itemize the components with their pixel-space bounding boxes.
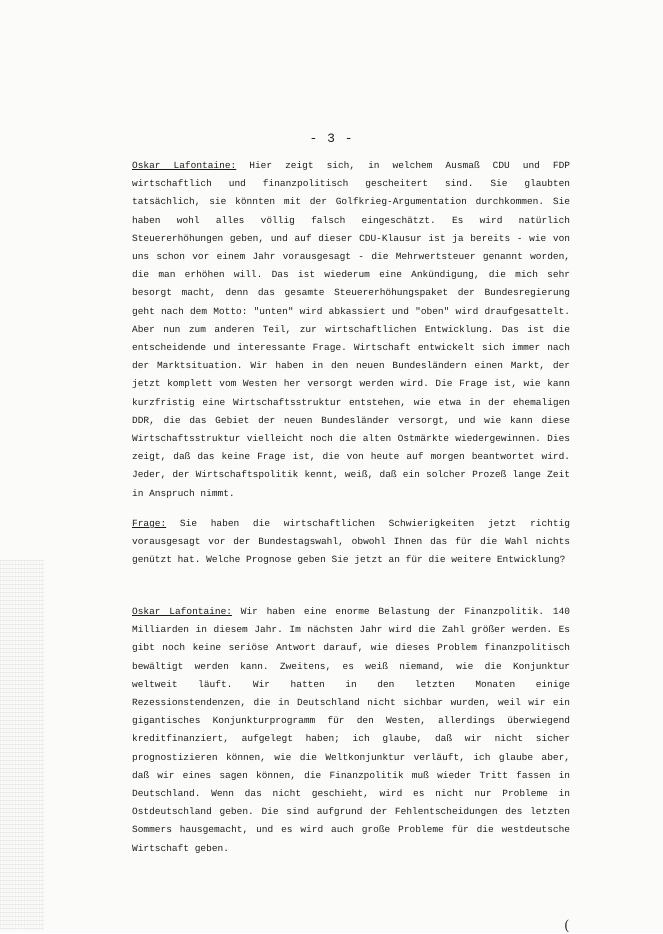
paragraph-text: Wir haben eine enorme Belastung der Finanzpolitik. 140 Milliarden in diesem Jahr. Im nächsten Jahr wird die Zahl größer werden. Es gibt noch keine seriöse Antwort darauf, wie dieses Problem finanzpolitisch bewältigt werden kann. Zweitens, es weiß niemand, wie die Konjunktur weltweit läuft. Wir hatten in den letzten Monaten einige Rezessionstendenzen, die in Deutschland nicht sichbar wurden, weil wir ein gigantisches Konjunkturprogramm für den Westen, allerdings überwiegend kreditfinanziert, aufgelegt haben; ich glaube, daß wir nicht sicher prognostizieren können, wie die Weltkonjunktur verläuft, ich glaube aber, daß wir eines sagen können, die Finanzpolitik muß wieder Tritt fassen in Deutschland. Wenn das nicht geschieht, wird es nicht nur Probleme in Ostdeutschland geben. Die sind aufgrund der Fehlentscheidungen des letzten Sommers hausgemacht, und es wird auch große Probleme für die westdeutsche Wirtschaft geben. [132,606,570,854]
speaker-label: Frage: [132,518,167,529]
speaker-label: Oskar Lafontaine: [132,606,232,617]
scan-mark: ( [564,918,570,934]
paragraph-text: Hier zeigt sich, in welchem Ausmaß CDU und FDP wirtschaftlich und finanzpolitisch gescheitert sind. Sie glaubten tatsächlich, sie könnten mit der Golfkrieg-Argumentation durchkommen. Sie haben wohl alles völlig falsch eingeschätzt. Es wird natürlich Steuererhöhungen geben, und auf dieser CDU-Klausur ist ja bereits - wie von uns schon vor einem Jahr vorausgesagt - die Mehrwertsteuer genannt worden, die man erhöhen will. Das ist wiederum eine Ankündigung, die mich sehr besorgt macht, denn das gesamte Steuererhöhungspaket der Bundesregierung geht nach dem Motto: "unten" wird abkassiert und "oben" wird draufgesattelt. Aber nun zum anderen Teil, zur wirtschaftlichen Entwicklung. Das ist die entscheidende und interessante Frage. Wirtschaft entwickelt sich immer nach der Marktsituation. Wir haben in den neuen Bundesländern einen Markt, der jetzt komplett vom Westen her versorgt werden wird. Die Frage ist, wie kann kurzfristig eine Wirtschaftsstruktur entstehen, wie etwa in der ehemaligen DDR, die das Gebiet der neuen Bundesländer versorgt, und wie kann diese Wirtschaftsstruktur vielleicht noch die alten Ostmärkte wiedergewinnen. Dies zeigt, daß das keine Frage ist, die von heute auf morgen beantwortet wird. Jeder, der Wirtschaftspolitik kennt, weiß, daß ein solcher Prozeß lange Zeit in Anspruch nimmt. [132,160,570,499]
paragraph [132,603,570,858]
interview-answer-2 [132,603,570,886]
page-number: - 3 - [309,131,354,146]
paragraph-text: Sie haben die wirtschaftlichen Schwierigkeiten jetzt richtig vorausgesagt vor der Bundestagswahl, obwohl Ihnen das für die Wahl nichts genützt hat. Welche Prognose geben Sie jetzt an für die weitere Entwicklung? [132,518,570,566]
interview-answer-1 [132,157,570,531]
paragraph [132,515,570,570]
scan-edge-noise [0,560,44,930]
speaker-label: Oskar Lafontaine: [132,160,237,171]
paragraph [132,157,570,503]
interview-question [132,515,570,598]
